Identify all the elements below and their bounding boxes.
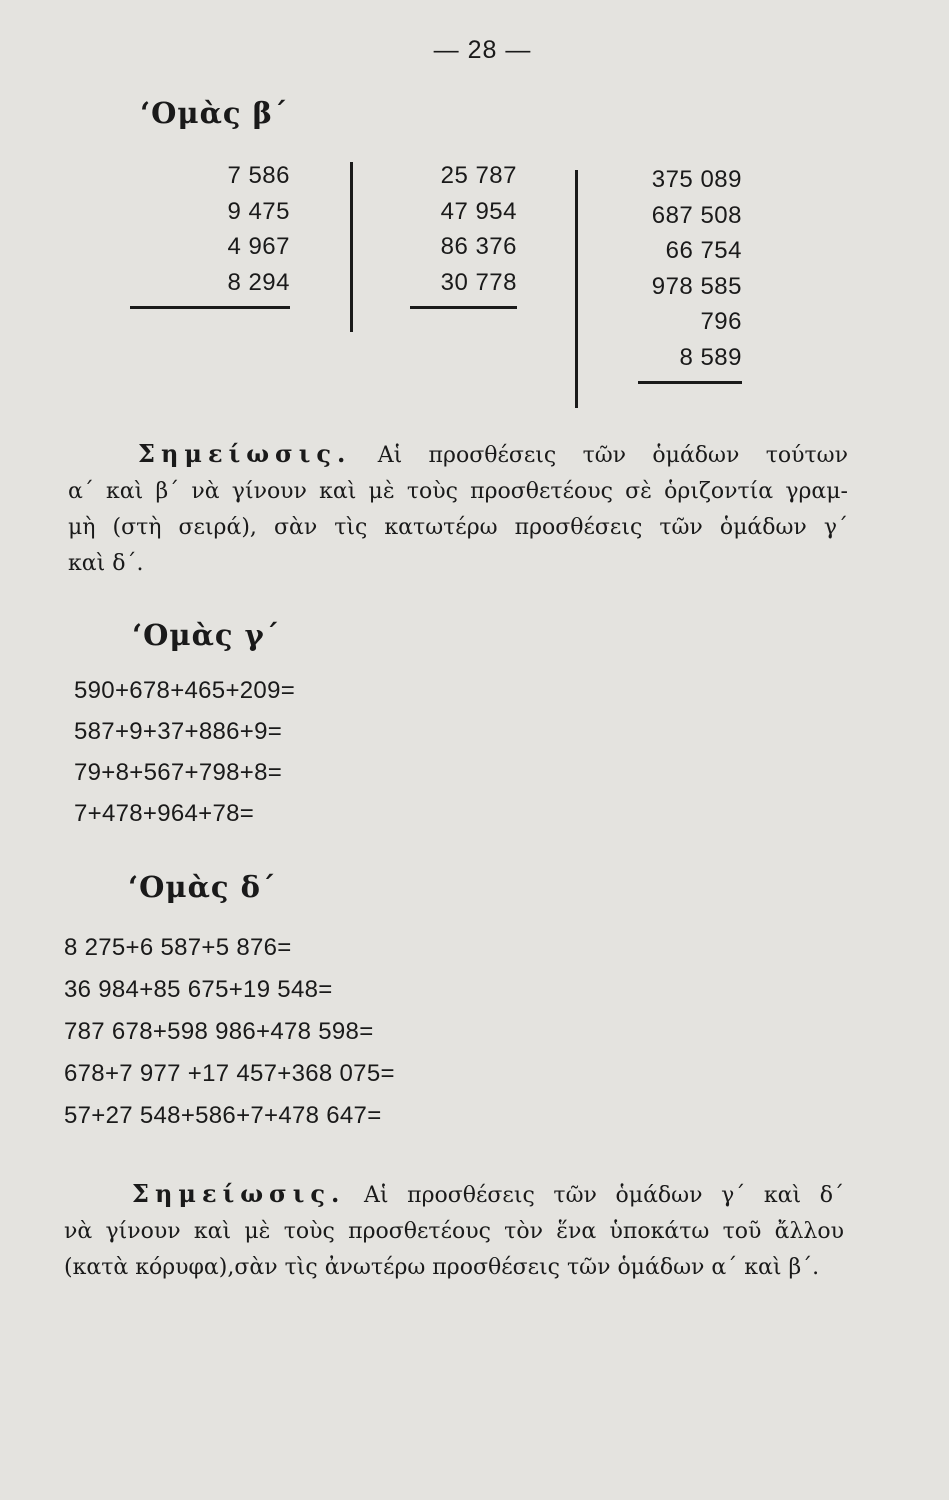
addend: 687 508: [651, 201, 742, 229]
note-1-line-3: μὴ (στὴ σειρά), σὰν τὶς κατωτέρω προσθέσεις τῶν ὁμάδων γ΄: [68, 515, 848, 540]
note-1-line-1: [68, 436, 848, 474]
group-d-equation: 8 275+6 587+5 876=: [64, 934, 292, 961]
group-c-equation: 590+678+465+209=: [74, 677, 296, 704]
addend: 25 787: [440, 162, 517, 189]
note-2-line-3: (κατὰ κόρυφα),σὰν τὶς ἀνωτέρω προσθέσεις τῶν ὁμάδων α΄ καὶ β΄.: [64, 1255, 820, 1280]
column-divider: [575, 170, 578, 408]
note-1-text: Αἱ προσθέσεις τῶν ὁμάδων τούτων: [377, 443, 848, 468]
sum-rule: [410, 306, 517, 309]
note-2-label: Σημείωσις.: [132, 1179, 346, 1208]
group-d-equation: 36 984+85 675+19 548=: [64, 976, 333, 1003]
addend: 8 294: [227, 268, 290, 296]
sum-rule: [130, 306, 290, 309]
note-2: [64, 1176, 844, 1286]
group-d-equation: 787 678+598 986+478 598=: [64, 1018, 374, 1045]
addend: 7 586: [227, 162, 290, 189]
group-b-column-2: [410, 158, 517, 309]
note-1-line-4: καὶ δ΄.: [68, 551, 144, 576]
group-d-heading: ‘Ομὰς δ΄: [128, 870, 277, 904]
group-b-column-1: [200, 158, 290, 309]
addend: 8 589: [679, 343, 742, 371]
group-d-equation: 57+27 548+586+7+478 647=: [64, 1102, 382, 1129]
addend: 47 954: [440, 197, 517, 225]
addend: 9 475: [227, 197, 290, 225]
note-1: [68, 436, 848, 582]
note-2-line-2: νὰ γίνουν καὶ μὲ τοὺς προσθετέους τὸν ἕνα ὑποκάτω τοῦ ἄλλου: [64, 1219, 844, 1244]
addend: 66 754: [665, 237, 742, 264]
addend: 796: [700, 308, 742, 335]
note-2-line-1: [64, 1176, 844, 1214]
group-c-equation: 7+478+964+78=: [74, 800, 255, 827]
group-c-equation: 79+8+567+798+8=: [74, 759, 283, 786]
group-b-heading: ‘Ομὰς β΄: [140, 96, 289, 130]
sum-rule: [638, 381, 742, 384]
addend: 86 376: [440, 233, 517, 260]
page-number: — 28 —: [433, 36, 532, 64]
column-divider: [350, 162, 353, 332]
group-b-column-3: [620, 162, 742, 384]
addend: 4 967: [227, 233, 290, 260]
addend: 375 089: [651, 166, 742, 193]
note-1-label: Σημείωσις.: [138, 439, 352, 468]
group-c-equation: 587+9+37+886+9=: [74, 718, 283, 745]
note-1-line-2: α΄ καὶ β΄ νὰ γίνουν καὶ μὲ τοὺς προσθετέους σὲ ὁριζοντία γραμ-: [68, 479, 848, 504]
note-2-text: Αἱ προσθέσεις τῶν ὁμάδων γ΄ καὶ δ΄: [363, 1183, 845, 1208]
addend: 978 585: [651, 272, 742, 300]
addend: 30 778: [440, 268, 517, 296]
group-c-heading: ‘Ομὰς γ΄: [132, 618, 281, 652]
group-d-equation: 678+7 977 +17 457+368 075=: [64, 1060, 395, 1087]
